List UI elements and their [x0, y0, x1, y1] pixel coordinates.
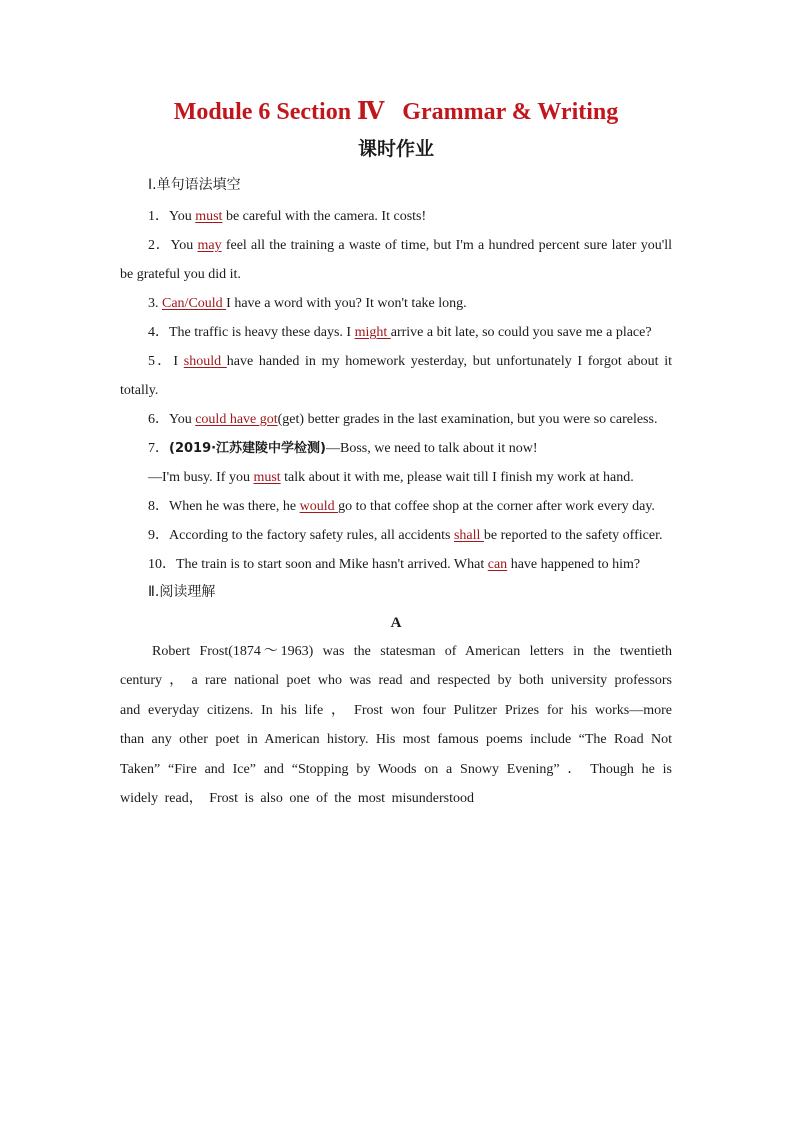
question-item	[120, 405, 672, 434]
question-number: 6．	[148, 412, 169, 427]
title-module: Module 6 Section Ⅳ	[173, 99, 385, 125]
question-text: (get) better grades in the last examination, but you were so careless.	[277, 412, 658, 427]
question-text: feel all the training a waste of time, but I'm a hundred percent sure later you'll be grateful you did it.	[120, 238, 673, 282]
question-number: 5．	[148, 354, 174, 369]
question-text: You	[169, 412, 196, 427]
question-text: have handed in my homework yesterday, but unfortunately I forgot about it totally.	[120, 354, 672, 398]
question-text: According to the factory safety rules, all accidents	[169, 528, 454, 543]
question-text: talk about it with me, please wait till I finish my work at hand.	[280, 470, 634, 485]
answer-blank: may	[197, 238, 222, 253]
question-text: I	[173, 354, 184, 369]
question-item	[120, 463, 672, 492]
question-text: When he was there, he	[169, 499, 300, 514]
answer-blank: might	[354, 325, 391, 340]
question-number: 4．	[148, 325, 169, 340]
question-text: The train is to start soon and Mike hasn't arrived. What	[176, 557, 488, 572]
question-number: 3.	[148, 296, 162, 311]
question-source: (2019·江苏建陵中学检测)	[169, 441, 327, 456]
question-number: 2．	[148, 238, 171, 253]
question-number: 8．	[148, 499, 169, 514]
question-number: 1．	[148, 209, 169, 224]
question-number: 7．	[148, 441, 169, 456]
answer-blank: must	[195, 209, 223, 224]
question-text: You	[170, 238, 198, 253]
question-item	[120, 202, 672, 231]
question-text: go to that coffee shop at the corner after work every day.	[338, 499, 655, 514]
answer-blank: should	[183, 354, 227, 369]
question-item	[120, 550, 672, 579]
question-item	[120, 289, 672, 318]
question-item	[120, 521, 672, 550]
answer-blank: could have got	[195, 412, 278, 427]
question-item	[120, 492, 672, 521]
question-item	[120, 231, 672, 289]
answer-blank: would	[299, 499, 339, 514]
answer-blank: Can/Could	[162, 296, 227, 311]
passage-letter: A	[390, 615, 402, 631]
question-text: You	[169, 209, 196, 224]
section-heading-grammar: Ⅰ.单句语法填空	[148, 177, 241, 193]
question-list	[120, 202, 672, 579]
question-item	[120, 318, 672, 347]
question-text: arrive a bit late, so could you save me a place?	[390, 325, 652, 340]
document-page	[120, 96, 672, 813]
reading-passage: Robert Frost(1874～1963) was the statesman of American letters in the twentieth century ， a rare national poet who was read and respected by both university professors and everyday citizens. In his life ， Frost won four Pulitzer Prizes for his works—more than any other poet in American history. His most famous poems include “The Road Not Taken” “Fire and Ice” and “Stopping by Woods on a Snowy Evening” ． Though he is widely read， Frost is also one of the most misunderstood	[120, 644, 672, 807]
answer-blank: shall	[453, 528, 484, 543]
page-title	[120, 96, 672, 128]
question-number: 10．	[148, 557, 176, 572]
question-text: be reported to the safety officer.	[483, 528, 663, 543]
question-item	[120, 347, 672, 405]
title-topic: Grammar & Writing	[402, 99, 619, 125]
answer-blank: can	[487, 557, 508, 572]
question-text: have happened to him?	[507, 557, 641, 572]
answer-blank: must	[253, 470, 281, 485]
question-item	[120, 434, 672, 463]
question-text: The traffic is heavy these days. I	[169, 325, 355, 340]
section-heading-reading: Ⅱ.阅读理解	[148, 584, 216, 600]
question-text: —I'm busy. If you	[148, 470, 254, 485]
question-text: I have a word with you? It won't take long.	[226, 296, 467, 311]
question-text: be careful with the camera. It costs!	[222, 209, 427, 224]
question-text: —Boss, we need to talk about it now!	[326, 441, 538, 456]
page-subtitle: 课时作业	[357, 138, 434, 160]
question-number: 9．	[148, 528, 169, 543]
